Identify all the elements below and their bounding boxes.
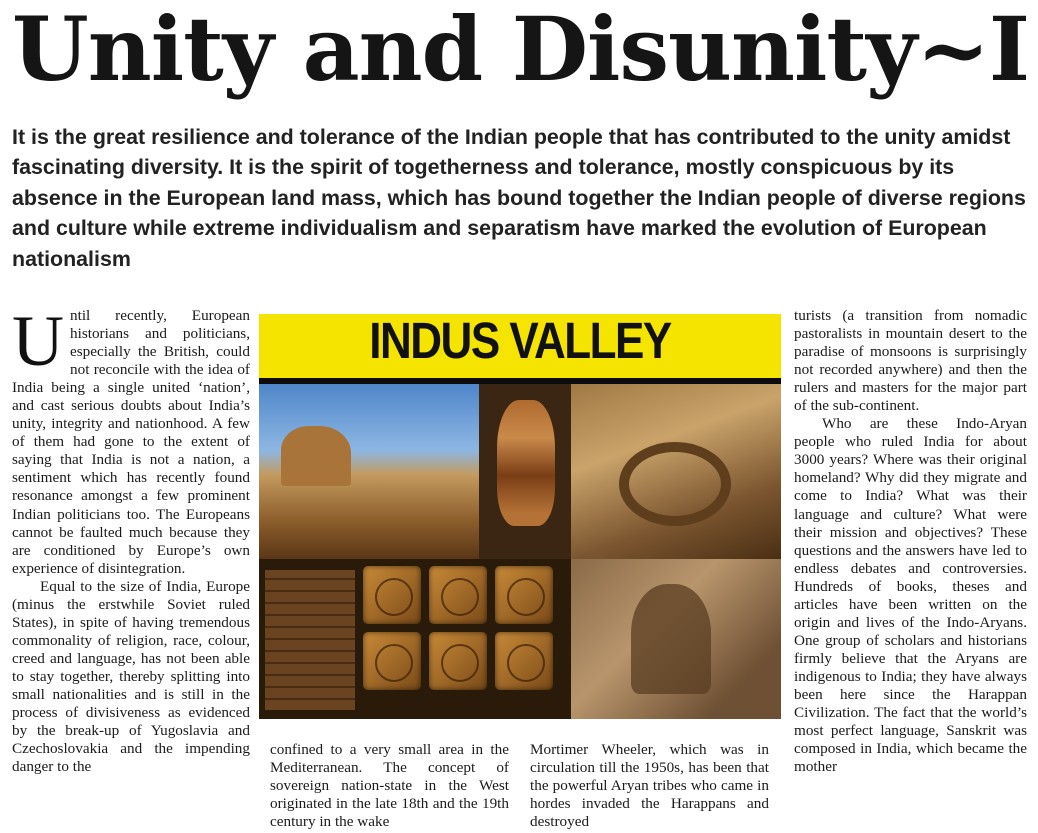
- article-column-3: [530, 741, 769, 831]
- seal-6-motif: [507, 644, 545, 682]
- article-standfirst: It is the great resilience and tolerance of the Indian people that has contributed to the unity amidst fascinating diversity. It is the spirit of togetherness and tolerance, mostly conspicuous by its absence in the European land mass, which has bound together the Indian people of diverse regions and culture while extreme individualism and separatism have marked the evolution of European nationalism: [12, 125, 1026, 271]
- seal-5-motif: [441, 644, 479, 682]
- seal-2-motif: [441, 578, 479, 616]
- stupa-mound-shape: [281, 426, 351, 486]
- article-column-1: [12, 301, 250, 776]
- seal-1-motif: [375, 578, 413, 616]
- seal-6: [495, 632, 553, 690]
- column-1-paragraph-1-text: ntil recently, European historians and politicians, especially the British, could not reconcile with the idea of India being a single united ‘nation’, and cast serious doubts about India’s unity, integrity and nationhood. A few of them had gone to the extent of saying that India is not a nation, a sentiment which has recently found resonance amongst a few prominent Indian politicians too. The Europeans cannot be faulted much because they are conditioned by Europe’s own experience of disintegration.: [12, 307, 250, 577]
- seal-4: [363, 632, 421, 690]
- collage-banner: [259, 314, 781, 384]
- article-column-2: [270, 741, 509, 831]
- column-3-paragraph-1: Mortimer Wheeler, which was in circulation till the 1950s, has been that the powerful Aryan tribes who came in hordes invaded the Harappans and destroyed: [530, 741, 769, 831]
- well-ring-shape: [619, 442, 731, 526]
- seated-figure-shape: [631, 584, 711, 694]
- seal-3-motif: [507, 578, 545, 616]
- column-1-paragraph-2: Equal to the size of India, Europe (minus the erstwhile Soviet ruled States), in spite of having tremendous commonality of religion, race, colour, creed and language, has not been able to stay together, thereby splitting into small nationalities and is still in the process of divisiveness as evidenced by the break-up of Yugoslavia and Czechoslovakia and the impending danger to the: [12, 577, 250, 776]
- seal-5: [429, 632, 487, 690]
- drop-cap: U: [12, 301, 64, 381]
- collage-banner-title: INDUS VALLEY: [369, 314, 671, 370]
- seal-2: [429, 566, 487, 624]
- seal-1: [363, 566, 421, 624]
- pottery-jar-shape: [497, 400, 555, 526]
- article-title: Unity and Disunity~I: [12, 0, 1030, 101]
- brick-wall-shape: [265, 570, 355, 710]
- column-4-paragraph-2: Who are these Indo-Aryan people who ruled India for about 3000 years? Where was their original homeland? Why did they migrate and come to India? What was their language and culture? What were their mission and objectives? These questions and the answers have led to endless debates and controversies. Hundreds of books, theses and articles have been written on the origin and lives of the Indo-Aryans. One group of scholars and historians firmly believe that the Aryans are indigenous to India; they have always been here since the Harappan Civilization. The fact that the world’s most perfect language, Sanskrit was composed in India, which became the mother: [794, 415, 1027, 776]
- column-4-paragraph-1: turists (a transition from nomadic pastoralists in mountain desert to the paradise of monsoons is surprisingly not recorded anywhere) and then the rulers and masters for the major part of the sub-continent.: [794, 307, 1027, 415]
- seal-3: [495, 566, 553, 624]
- seal-4-motif: [375, 644, 413, 682]
- article-column-4: [794, 307, 1027, 776]
- column-2-paragraph-1: confined to a very small area in the Mediterranean. The concept of sovereign nation-state in the West originated in the late 18th and the 19th century in the wake: [270, 741, 509, 831]
- column-1-paragraph-1: [12, 301, 250, 578]
- indus-valley-photo-collage: [259, 314, 781, 719]
